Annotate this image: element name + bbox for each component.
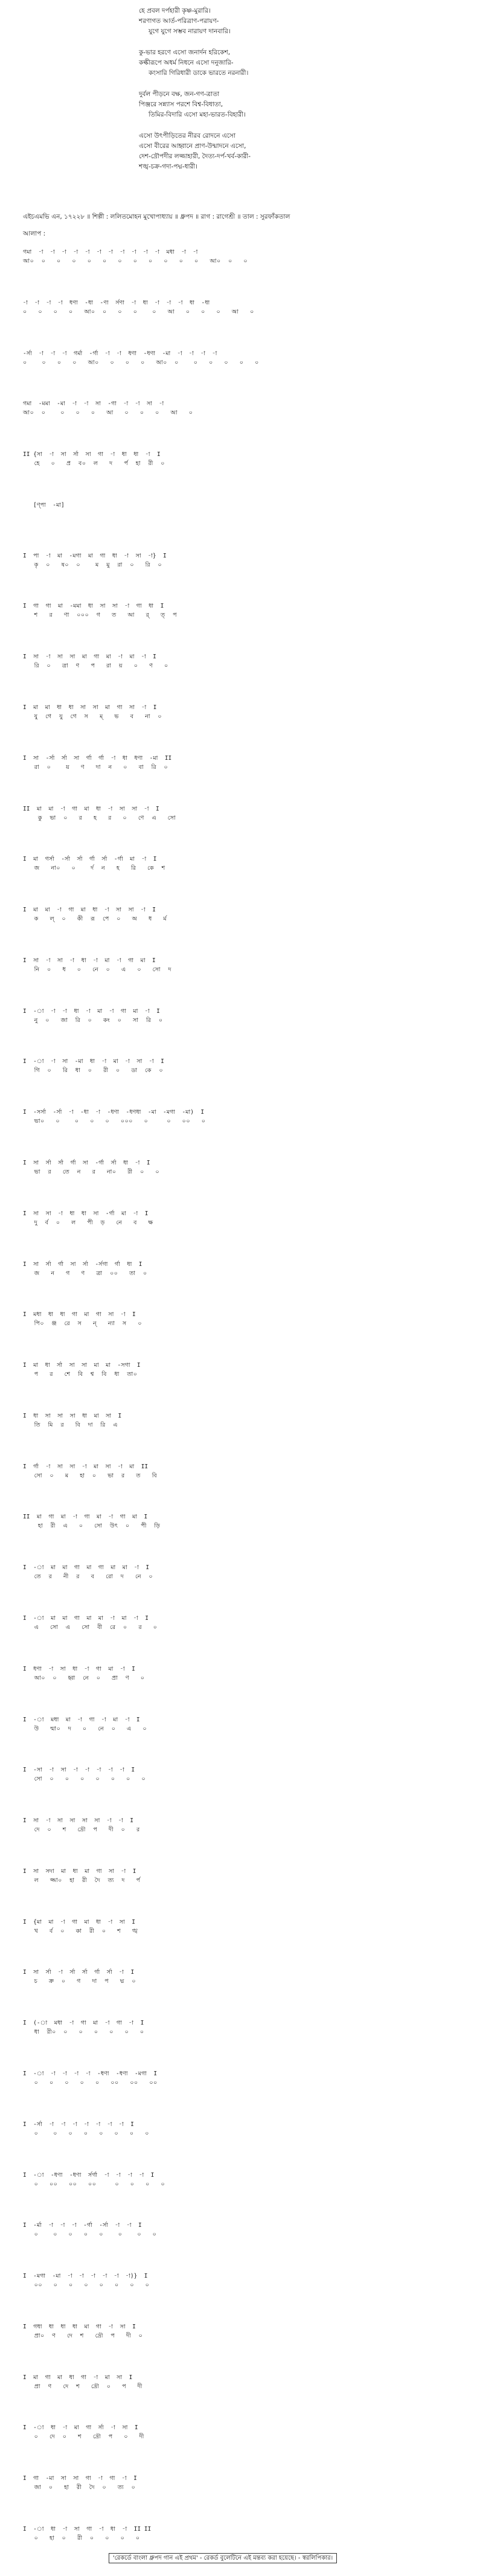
notation-row bbox=[23, 1816, 460, 1834]
notation-row bbox=[23, 248, 460, 266]
stanza bbox=[139, 89, 453, 120]
swara-line: I র্গা -া সা সা -া মা সা -া মা II bbox=[23, 1463, 149, 1470]
notation-row bbox=[23, 754, 460, 772]
lyric-line: শরণাগত আর্ত-পরিত্রাণ-পরায়ণ- bbox=[139, 18, 219, 25]
swara-line: I সা সা -া ধা ধা সা -র্গা মা -া I bbox=[23, 1210, 149, 1217]
swara-line: I মা মা ধা ধা সা সা মা গা সা -া I bbox=[23, 704, 157, 711]
notation-row bbox=[23, 956, 460, 974]
swara-line: I -র্মা -া -া -া -র্গা -র্সা -া -া I bbox=[23, 2222, 142, 2229]
syllable-line: জ না০ ০ র্দ ন হ রি কে শ bbox=[23, 865, 165, 872]
notation-row bbox=[23, 652, 460, 670]
notation-row bbox=[23, 399, 460, 417]
syllable-line: ০ ০ ০ ০ ০ ০ ০ ০ bbox=[23, 2231, 157, 2238]
lyric-line: যুগে যুগে সম্ভব নারায়ণ দানবারি। bbox=[149, 28, 231, 35]
notation-row bbox=[23, 2171, 460, 2189]
lyric-line: কু-ভার হরণে এসো জনার্দন হরিকেশ, bbox=[139, 49, 231, 56]
notation-row bbox=[23, 905, 460, 923]
notation-row bbox=[23, 1563, 460, 1581]
syllable-line: জ ন গ ণ ত্রা ০০ তা ০ bbox=[23, 1270, 147, 1277]
notation-row bbox=[23, 349, 460, 367]
stanza bbox=[139, 6, 453, 37]
swara-line: I -া ধা -া মা গা র্সা -া সা I bbox=[23, 2424, 138, 2431]
syllable-line: প্রা ণ দে শ দ্রৌ ০ প দী bbox=[23, 2383, 142, 2390]
notation-row bbox=[23, 2322, 460, 2340]
swara-line: I -সা -া সা -া -া -া -া -া I bbox=[23, 1767, 135, 1773]
syllable-line: কৃ ০ ষ০ ০ ম মু রা ০ রি ০ bbox=[23, 562, 162, 568]
swara-line: I সা র্সা র্সা র্গা সা -র্গা র্সা ধা -া I bbox=[23, 1160, 150, 1166]
syllable-line: গি ০ রি ধা ০ রী ০ ডা কে ০ bbox=[23, 1067, 164, 1074]
notation-row bbox=[23, 1310, 460, 1328]
syllable-line: ০ ০ ০ ০ ০ ০ ০ ০ bbox=[23, 2130, 149, 2137]
footer-text: 'রেকর্ডে বাংলা ধ্রুপদ গান এই প্রথম' - রেকর্ড বুলেটিনে এই মন্তব্য করা হয়েছে। - স্বরলিপিকার। bbox=[109, 2553, 337, 2563]
notation-row bbox=[23, 2373, 460, 2391]
swara-line: গমা -মমা -মা -া -া সা -গা -া -া সা -া bbox=[23, 400, 164, 407]
syllable-line: ভা র তে ন র না০ রী ০ ০ bbox=[23, 1169, 160, 1175]
notation-row bbox=[23, 1867, 460, 1885]
syllable-line: পি০ ঞ্জ রে স ন্ ন্যা স ০ bbox=[23, 1320, 142, 1327]
swara-line: I -া মা মা গা মা গা মা মা -া I bbox=[23, 1564, 150, 1571]
syllable-line: শ র ণা ০০০ গ ত আ র্ ত্ প bbox=[23, 612, 178, 618]
syllable-line: আ০ ০ ০ ০ ০ আ ০ ০ ০ আ ০ bbox=[23, 410, 193, 416]
syllable-line: জা ০ হা রী দৈ ০ ত্য ০ bbox=[23, 2484, 136, 2491]
syllable-line: আ০ ০ ০ ০ ০ ০ ০ ০ ০ ০ ০ ০ আ০ ০ ০ bbox=[23, 258, 248, 265]
notation-row bbox=[23, 1665, 460, 1683]
swara-line: I সা -া সা সা মা গা মা -া মা -া I bbox=[23, 654, 156, 660]
syllable-line: উ ন্মা০ দ ০ নে ০ এ ০ bbox=[23, 1726, 147, 1732]
syllable-line: ভা০ ০ ০ ০ ০ ০০০ ০ ০ ০০ ০ bbox=[23, 1118, 206, 1125]
notation-row bbox=[23, 1057, 460, 1075]
lyric-line: হে প্রবল দর্পহারী কৃষ্ণ-মুরারি। bbox=[139, 7, 211, 14]
lyric-line: কংসারি গিরিধারী ডাকে ভারতে নরনারী। bbox=[149, 69, 249, 77]
syllable-line: তে র নী র ব রো দ নে ০ bbox=[23, 1573, 153, 1580]
swara-line: I গা -মা সা সা গা -া গা -া I bbox=[23, 2475, 137, 2482]
swara-line: I ধণা -া সা ধা -া গা মা -া I bbox=[23, 1666, 135, 1672]
syllable-line: দু র্ব ০ ল পী ড় নে ব ক্ষ bbox=[23, 1219, 153, 1226]
stanza bbox=[139, 48, 453, 79]
swara-line: [ণ্পা -মা] bbox=[23, 502, 65, 509]
syllable-line: ০ ০ ০ ০ আ০ ০ ০ ০ ০ আ ০ ০ ০ আ ০ bbox=[23, 309, 254, 315]
syllable-line: ক ল্ ০ কী রূ পে ০ অ ধ র্ম bbox=[23, 916, 167, 922]
syllable-line: দে ০ শ দ্রৌ প দী ০ র bbox=[23, 1826, 140, 1833]
syllable-line: ল জ্জা০ হা রী দৈ ত্য দ র্প bbox=[23, 1877, 141, 1884]
swara-line: I -া ধা -া সা গা -া ধা -া II II bbox=[23, 2526, 152, 2533]
swara-line: II মা মা -া গা মা ধা -া সা সা -া I bbox=[23, 806, 159, 812]
swara-line: II মা গা মা -া গা মা -া গা মা I bbox=[23, 1514, 148, 1520]
lyric-line: তিমির-বিদারি এসো মহা-ভারত-বিহারী। bbox=[149, 111, 246, 118]
syllable-line: রা ০ য় ণ দা ন ০ বা রি ০ bbox=[23, 764, 168, 771]
swara-line: I সা -র্সা র্সা সা র্গা র্গা -া ধা ধণা -মা II bbox=[23, 755, 172, 762]
notation-row bbox=[23, 2069, 460, 2087]
syllable-line: এ সো এ সো বী রে ০ র ০ bbox=[23, 1624, 158, 1631]
notation-row bbox=[23, 1158, 460, 1177]
syllable-line: সো ০ ম হা ০ ভা র ত বি bbox=[23, 1473, 158, 1479]
notation-row bbox=[23, 602, 460, 620]
swara-line: -া -া -া -া ধণা -ধা -ণা র্সণা -া ধা -া -া -া ধা -ধা bbox=[23, 300, 210, 306]
notation-row bbox=[23, 298, 460, 316]
notation-row bbox=[23, 2120, 460, 2138]
notation-row bbox=[23, 450, 460, 468]
notation-row bbox=[23, 1209, 460, 1227]
swara-line: I -া মা মা গা মা মা -া মা -া I bbox=[23, 1615, 149, 1622]
recording-info: এইচএমভি এন, ১৭২২৮ ॥ শিল্পী : ললিতমোহন মুখোপাধ্যায় ॥ ধ্রুপদ ॥ রাগ : রাগেশ্রী ॥ তাল : সুরফাঁকতাল bbox=[23, 213, 290, 220]
syllable-line: তি মি র বি দা রি এ bbox=[23, 1422, 118, 1428]
swara-line: গমা -া -া -া -া -া -া -া -া -া -া -া মধা -া -া bbox=[23, 249, 198, 255]
syllable-line: ০ ০ ০ ০ আ০ ০ ০ ০ আ০ ০ ০ ০ ০ ০ ০ bbox=[23, 359, 259, 366]
notation-row bbox=[23, 2525, 460, 2543]
syllable-line: যু গে যু গে স ম্ ভ ব না ০ bbox=[23, 713, 162, 720]
footer-note bbox=[109, 2554, 337, 2564]
swara-line: I মা ধা র্সা সা সা মা মা -সগা I bbox=[23, 1362, 141, 1369]
notation-row bbox=[23, 1412, 460, 1430]
notation-row bbox=[23, 2423, 460, 2441]
swara-line: I -া -া -া -া -া -ধণা -ধণা -মগা I bbox=[23, 2070, 158, 2077]
swara-line: II {সা -া সা র্সা সা গা -া ধা ধা -া I bbox=[23, 451, 161, 458]
notation-row bbox=[23, 1614, 460, 1632]
swara-line: I সা র্সা -া র্সা র্সা র্গা র্সা -া I bbox=[23, 1969, 135, 1976]
alap-label: আলাপ : bbox=[23, 230, 46, 237]
lyric-line: এসো বীরের আহ্বানে প্রাণ-উন্মাদনে এসো, bbox=[139, 143, 246, 150]
swara-line: I মা গা মা ধা গা -া মা সা I bbox=[23, 2374, 133, 2381]
swara-line: I -া -া সা -মা ধা -া মা -া সা -া I bbox=[23, 1058, 164, 1065]
swara-line: I -র্সা -া -া -া -া -া -া -া I bbox=[23, 2121, 134, 2128]
swara-line: I -া -া -া ধা -া মা -া গা মা -া I bbox=[23, 1008, 160, 1015]
notation-row bbox=[23, 551, 460, 570]
syllable-line: হা রী এ ০ সো উৎ ০ পী ড়ি bbox=[23, 1523, 161, 1529]
notation-row bbox=[23, 2221, 460, 2239]
stanza bbox=[139, 131, 453, 172]
notation-row bbox=[23, 855, 460, 873]
lyric-line: শঙ্খ-চক্র-গদা-পদ্ম-ধারী। bbox=[139, 163, 198, 170]
syllable-line: চ ক্র ০ গ দা প দ্ম ০ bbox=[23, 1978, 136, 1985]
syllable-line: সো ০ ০ ০ ০ ০ ০ ০ bbox=[23, 1776, 146, 1782]
notation-row bbox=[23, 2019, 460, 2037]
swara-line: I সা -া সা সা সা সা -া -া I bbox=[23, 1817, 134, 1824]
notation-row bbox=[23, 805, 460, 823]
syllable-line: হে ০ প্র ব০ ল দ র্প হা রী ০ bbox=[23, 460, 165, 467]
notation-row bbox=[23, 1260, 460, 1278]
swara-line: I সা -া সা -া ধা -া মা -া গা মা I bbox=[23, 957, 156, 964]
lyric-line: পিঞ্জরে সন্ন্যাস পরশে বিশ্ব-বিধাতা, bbox=[139, 101, 223, 108]
syllable-line: আ০ ০ হ্বা নে ০ প্রা ণ ০ bbox=[23, 1675, 145, 1681]
lyric-line: এসো উৎপীড়িতের নীরব রোদনে এসো bbox=[139, 132, 235, 140]
swara-line: I -া -ধণা -ধণা র্সর্গা -া -া -া -া I bbox=[23, 2172, 155, 2179]
song-lyrics bbox=[139, 6, 453, 183]
syllable-line: প্রা০ ণ দে শ দ্রৌ প দী ০ bbox=[23, 2333, 143, 2339]
notation-row bbox=[23, 501, 460, 510]
syllable-line: রি ০ ত্রা ণ প রা য় ০ ণ ০ bbox=[23, 663, 168, 669]
notation-row bbox=[23, 1512, 460, 1531]
syllable-line: ০ ০০ ০০ ০০ ০ ০ ০ ০ bbox=[23, 2181, 165, 2188]
syllable-line: ০ দে ০ শ দ্রৌ প ০ দী bbox=[23, 2433, 144, 2440]
swara-line: I ধা সা সা সা ধা মা সা I bbox=[23, 1413, 122, 1419]
swara-line: I মধা ধা ধা গা মা গা সা -া I bbox=[23, 1311, 136, 1318]
swara-line: I সা র্সা র্গা সা র্সা -র্সগা র্গা ধা I bbox=[23, 1261, 142, 1268]
swara-line: I {মা মা -া গা মা ধা -া সা I bbox=[23, 1919, 135, 1926]
notation-row bbox=[23, 1968, 460, 1986]
lyric-line: কল্কীরূপে অধর্ম নিধনে এসো দনুজারি- bbox=[139, 59, 234, 66]
syllable-line: ০ ০ ০ ০ ০ ০০ ০০ ০০ bbox=[23, 2080, 158, 2086]
syllable-line: কু ভা ০ র হ র ০ ণে এ সো bbox=[23, 815, 176, 821]
syllable-line: ধা রী০ ০ ০ ০ ০ ০ ০ bbox=[23, 2029, 144, 2035]
notation-row bbox=[23, 1007, 460, 1025]
lyric-line: দুর্বল পীড়নে বক্ষ, জন-গণ-ত্রাতা bbox=[139, 91, 220, 98]
swara-line: I (-া মধা -া গা মা -া গা -া I bbox=[23, 2020, 144, 2026]
swara-line: I পা -া মা -মগা মা গা ধা -া সা -া} I bbox=[23, 553, 167, 559]
swara-line: -র্সা -া -া -া গর্মা -র্গা -া -া ধণা -ধণা -মা -া -া -া -া bbox=[23, 350, 217, 357]
notation-row bbox=[23, 1765, 460, 1784]
syllable-line: প র শে বি শ্ব বি ধা তা০ bbox=[23, 1371, 138, 1378]
swara-line: I -সর্সা -র্সা -া -ধা -া -ধণা -ধণধা -মা -মগা -মা) I bbox=[23, 1109, 205, 1116]
swara-line: I মা গর্সা -র্সা র্সা র্গা র্সা -র্গা মা -া I bbox=[23, 856, 157, 862]
syllable-line: নু ০ জা রি ০ কং ০ সা রি ০ bbox=[23, 1017, 163, 1024]
notation-row bbox=[23, 1108, 460, 1126]
notation-row bbox=[23, 2272, 460, 2290]
notation-row bbox=[23, 1462, 460, 1480]
syllable-line: খ র্ব ০ কা রী ০ শ ঙ্খ bbox=[23, 1928, 138, 1935]
lyric-line: দেশ-দ্রৌপদীর লজ্জাহারী, দৈত্য-দর্প-খর্ব-কারী- bbox=[139, 153, 251, 160]
swara-line: I গা গা মা -মমা ধা সা সা -া গা ধা I bbox=[23, 603, 164, 609]
swara-line: I গধা ধা ধা ধা মা গা -া সা I bbox=[23, 2324, 136, 2330]
swara-line: I -মগা -মা -া -া -া -া -া -া)} I bbox=[23, 2273, 148, 2279]
notation-row bbox=[23, 1361, 460, 1379]
syllable-line: নি ০ ধ ০ নে ০ এ ০ সো দ bbox=[23, 966, 171, 973]
notation-row bbox=[23, 1715, 460, 1733]
notation-row bbox=[23, 2474, 460, 2492]
swara-line: I মা মা -া গা মা ধা -া সা সা -া I bbox=[23, 907, 156, 913]
notation-row bbox=[23, 1918, 460, 1936]
syllable-line: ০০ ০ ০ ০ ০ ০ ০ ০ bbox=[23, 2282, 150, 2289]
syllable-line: ০ হা ০ রী ০ ০ ০ ০ bbox=[23, 2535, 140, 2542]
swara-line: I সা সদা মা ধা মা গা সা -া I bbox=[23, 1868, 136, 1875]
notation-row bbox=[23, 703, 460, 721]
swara-line: I -া মধা মা -া গা -া মা -া I bbox=[23, 1717, 140, 1723]
